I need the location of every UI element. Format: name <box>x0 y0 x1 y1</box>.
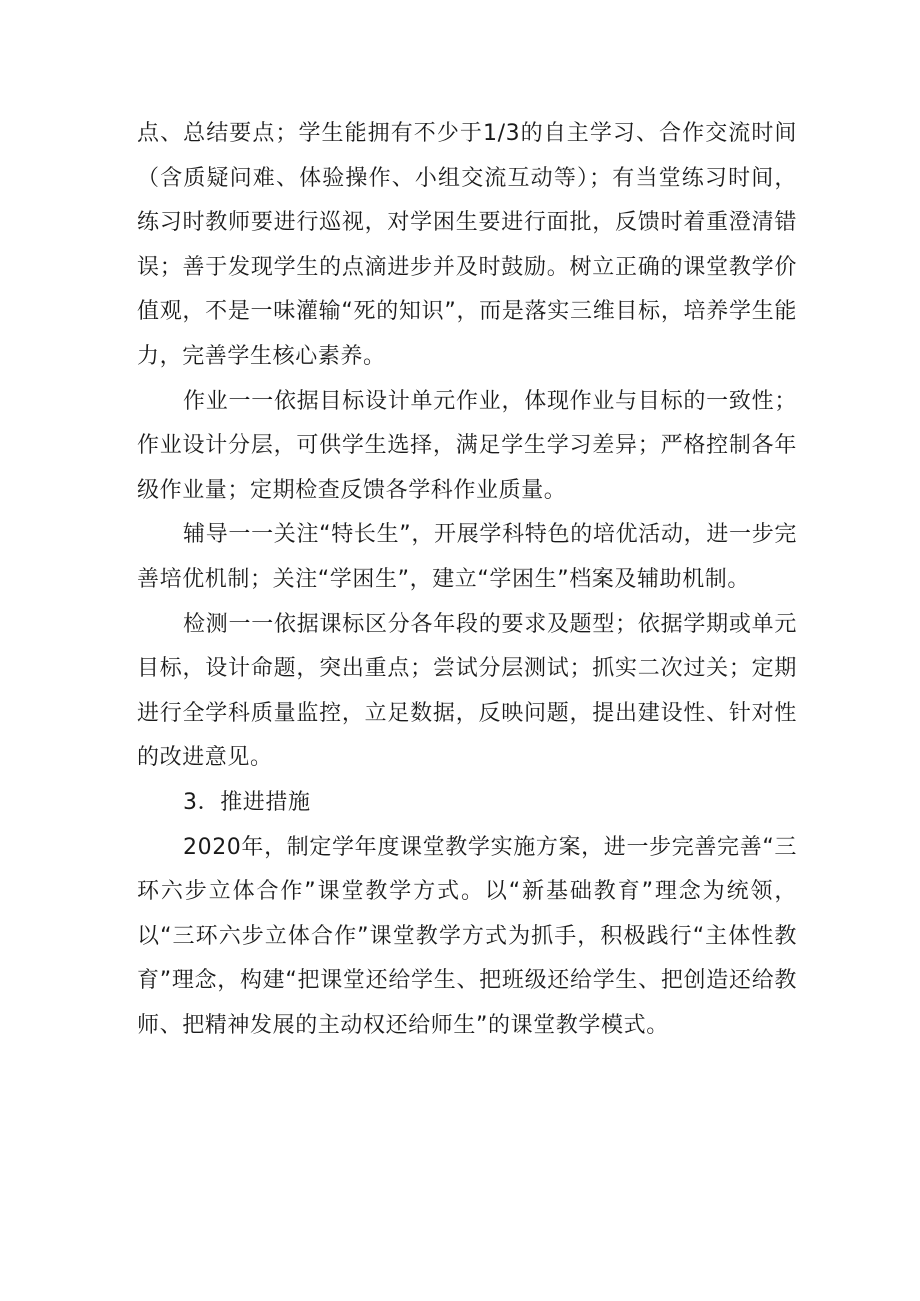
document-body <box>137 112 797 1048</box>
paragraph-homework: 作业一一依据目标设计单元作业，体现作业与目标的一致性；作业设计分层，可供学生选择，满足学生学习差异；严格控制各年级作业量；定期检查反馈各学科作业质量。 <box>137 388 797 503</box>
paragraph-continued: 点、总结要点；学生能拥有不少于1/3的自主学习、合作交流时间（含质疑问难、体验操作、小组交流互动等）；有当堂练习时间，练习时教师要进行巡视，对学困生要进行面批，反馈时着重澄清错误；善于发现学生的点滴进步并及时鼓励。树立正确的课堂教学价值观，不是一味灌输“死的知识”，而是落实三维目标，培养学生能力，完善学生核心素养。 <box>137 121 797 369</box>
paragraph-tutoring: 辅导一一关注“特长生”，开展学科特色的培优活动，进一步完善培优机制；关注“学困生”，建立“学困生”档案及辅助机制。 <box>137 522 797 592</box>
paragraph-measures: 2020年，制定学年度课堂教学实施方案，进一步完善完善“三环六步立体合作”课堂教学方式。以“新基础教育”理念为统领，以“三环六步立体合作”课堂教学方式为抓手，积极践行“主体性教育”理念，构建“把课堂还给学生、把班级还给学生、把创造还给教师、把精神发展的主动权还给师生”的课堂教学模式。 <box>137 834 797 1038</box>
section-heading: 3．推进措施 <box>183 789 311 815</box>
paragraph-testing: 检测一一依据课标区分各年段的要求及题型；依据学期或单元目标，设计命题，突出重点；尝试分层测试；抓实二次过关；定期进行全学科质量监控，立足数据，反映问题，提出建设性、针对性的改进意见。 <box>137 611 797 771</box>
